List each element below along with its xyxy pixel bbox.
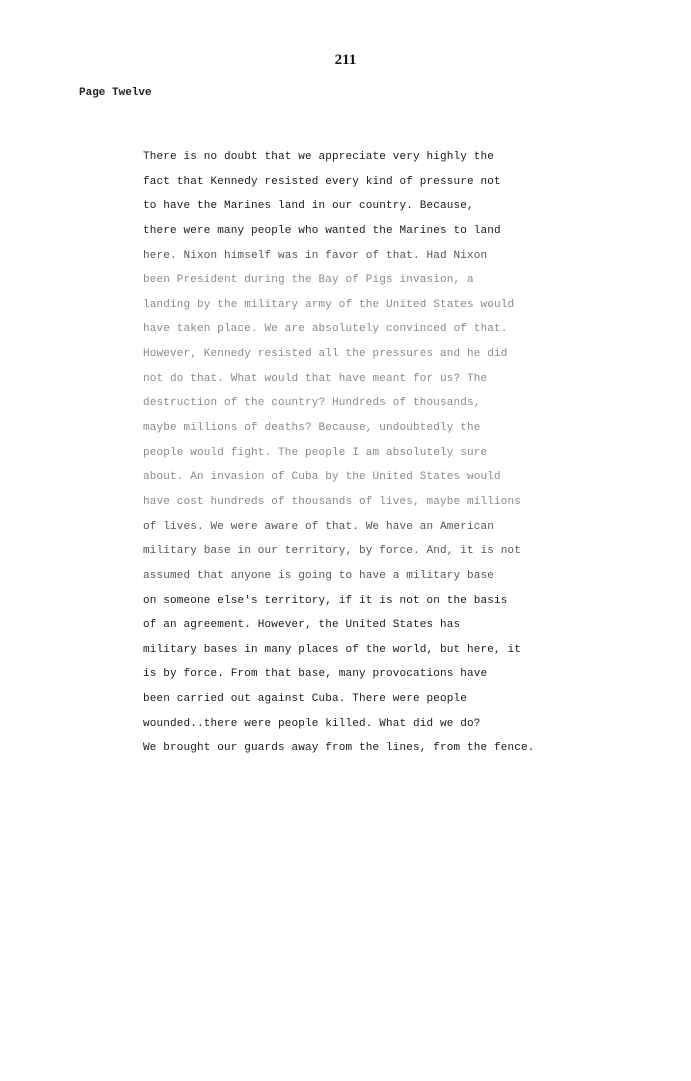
text-line: destruction of the country? Hundreds of thousands,	[143, 397, 481, 410]
text-line: have taken place. We are absolutely convinced of that.	[143, 323, 508, 336]
text-line: military base in our territory, by force. And, it is not	[143, 545, 522, 558]
text-line: people would fight. The people I am absolutely sure	[143, 446, 488, 459]
text-line: fact that Kennedy resisted every kind of pressure not	[143, 175, 501, 188]
text-line: here. Nixon himself was in favor of that. Had Nixon	[143, 249, 488, 262]
text-line: military bases in many places of the world, but here, it	[143, 643, 522, 656]
text-line: landing by the military army of the United States would	[143, 298, 515, 311]
text-line: of lives. We were aware of that. We have an American	[143, 520, 495, 533]
text-line: However, Kennedy resisted all the pressures and he did	[143, 348, 508, 361]
text-line: There is no doubt that we appreciate very highly the	[143, 151, 495, 163]
text-line: been President during the Bay of Pigs invasion, a	[143, 274, 474, 287]
text-line: have cost hundreds of thousands of lives, maybe millions	[143, 495, 522, 508]
text-line: about. An invasion of Cuba by the United States would	[143, 471, 501, 484]
text-line: wounded..there were people killed. What did we do?	[143, 717, 481, 730]
text-line: not do that. What would that have meant for us? The	[143, 372, 488, 385]
text-line: there were many people who wanted the Marines to land	[143, 224, 501, 237]
text-line: of an agreement. However, the United States has	[143, 619, 461, 632]
body-paragraph	[143, 145, 583, 761]
text-line: on someone else's territory, if it is not on the basis	[143, 594, 508, 607]
running-head: Page Twelve	[79, 87, 152, 99]
text-line: We brought our guards away from the lines, from the fence.	[143, 742, 535, 755]
page-number: 211	[334, 52, 357, 68]
text-line: is by force. From that base, many provocations have	[143, 668, 488, 681]
text-line: maybe millions of deaths? Because, undoubtedly the	[143, 422, 481, 435]
text-line: to have the Marines land in our country. Because,	[143, 200, 474, 213]
text-line: assumed that anyone is going to have a military base	[143, 569, 495, 582]
text-line: been carried out against Cuba. There were people	[143, 693, 468, 706]
